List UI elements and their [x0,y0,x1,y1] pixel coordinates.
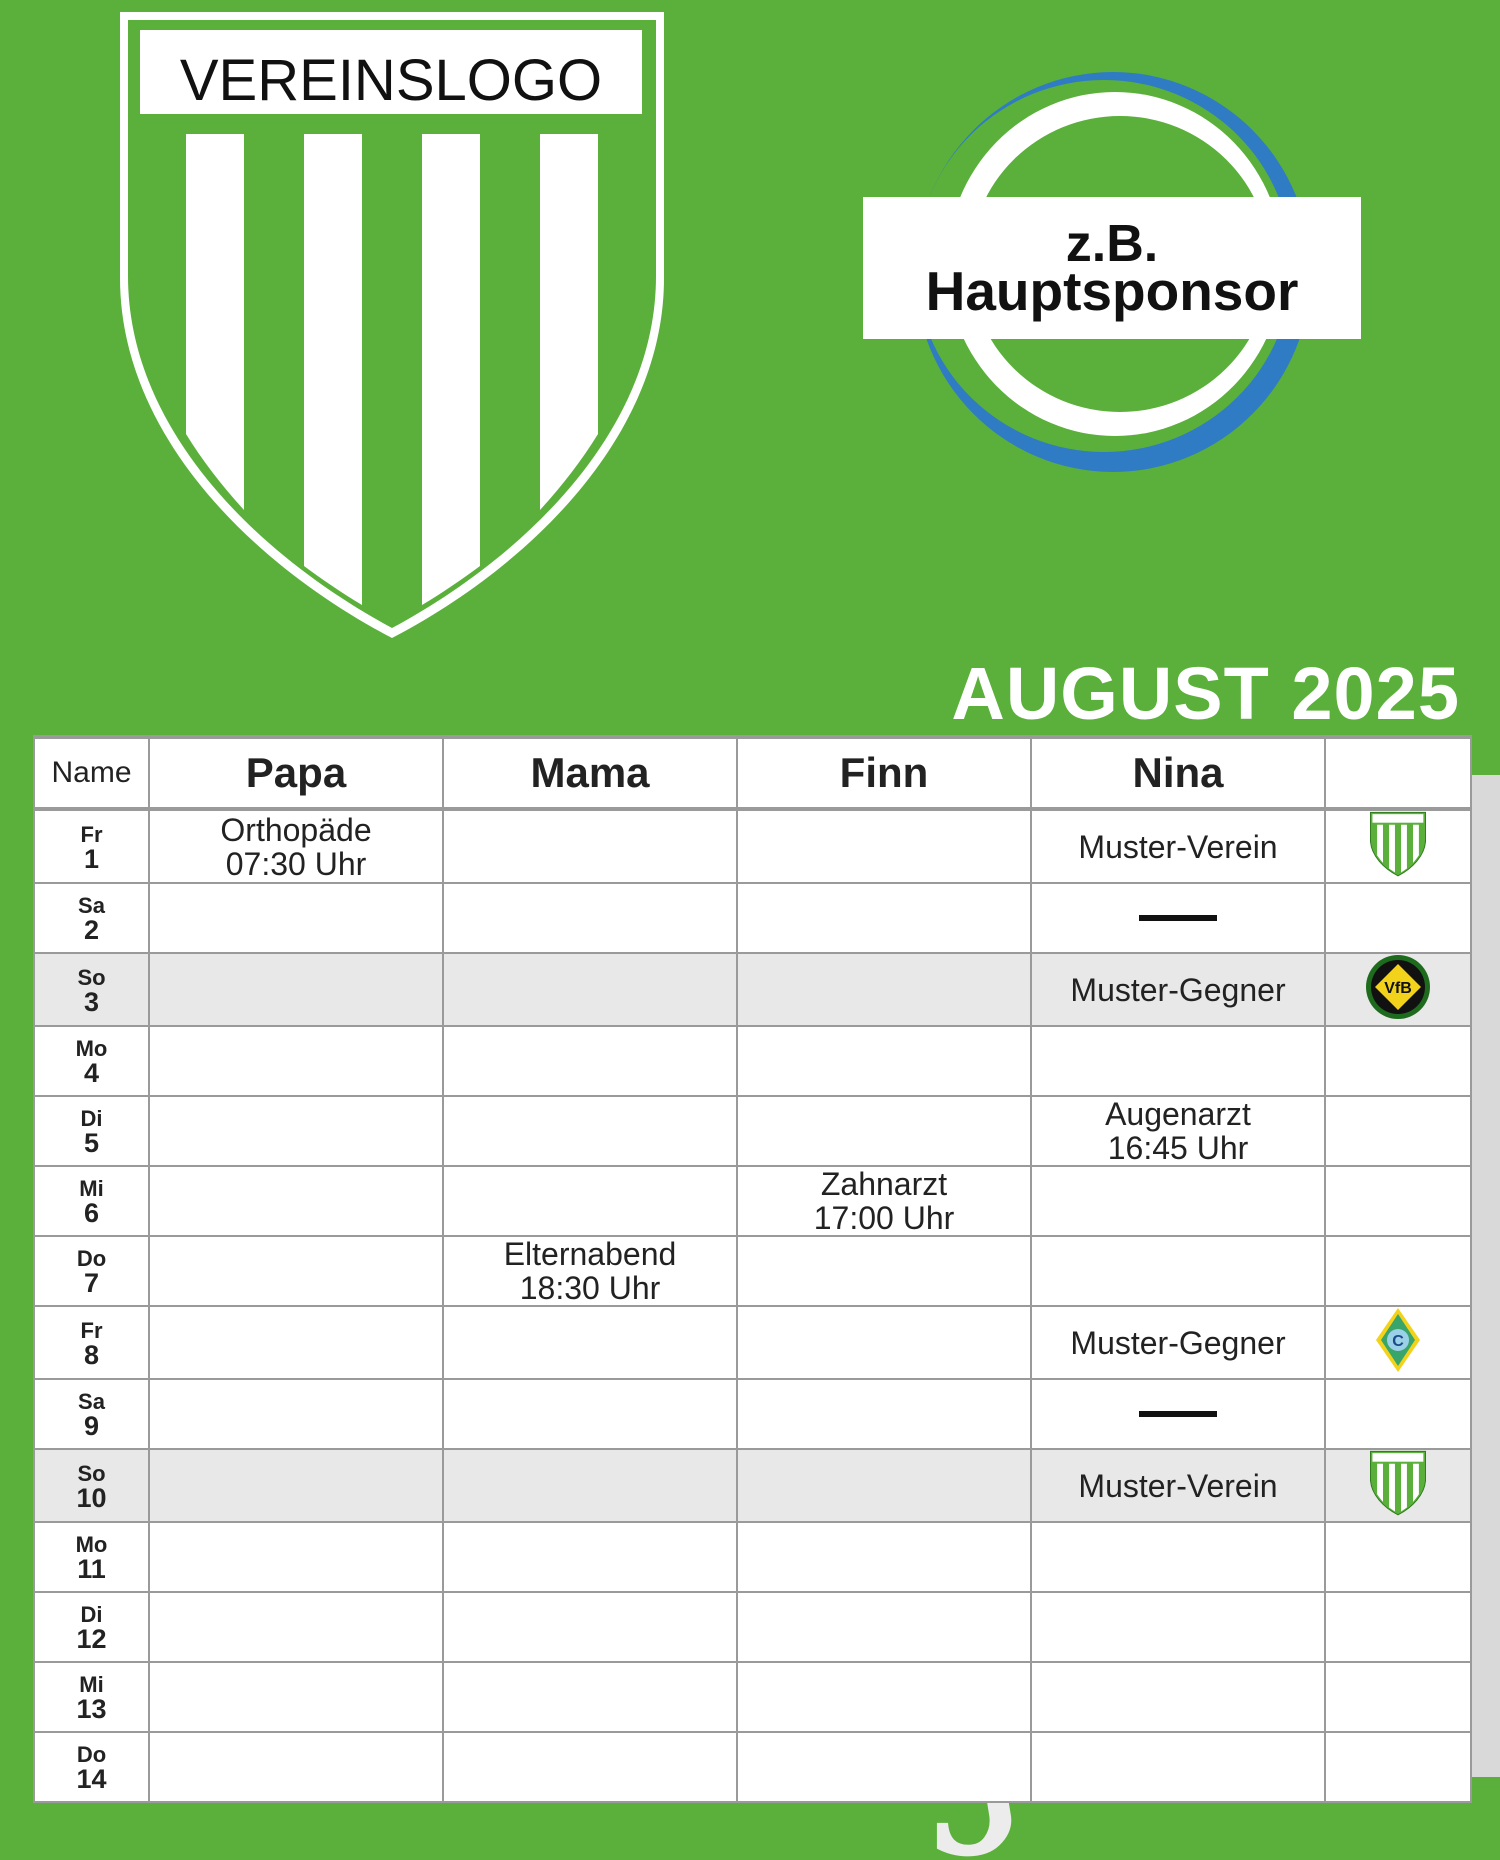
weekday-label: Mo [75,1532,108,1557]
no-event-dash [1139,915,1217,921]
club-logo-shield [116,8,668,640]
entry-cell-mama[interactable] [443,1096,737,1166]
entry-cell-mama[interactable] [443,1236,737,1306]
entry-cell-finn[interactable] [737,883,1031,953]
entry-cell-papa[interactable] [149,1096,443,1166]
opponent-logo-cell [1325,809,1471,883]
column-header-nina: Nina [1031,737,1325,809]
date-number: 6 [83,1198,100,1228]
date-number: 9 [83,1411,100,1441]
entry-cell-mama[interactable] [443,1662,737,1732]
day-cell [34,1236,149,1306]
table-row [34,809,1471,883]
entry-cell-nina[interactable] [1031,1449,1325,1522]
entry-cell-finn[interactable] [737,1449,1031,1522]
entry-line: Zahnarzt [820,1166,948,1202]
entry-cell-papa[interactable] [149,1522,443,1592]
entry-cell-nina[interactable] [1031,1026,1325,1096]
day-cell [34,1662,149,1732]
entry-cell-papa[interactable] [149,1306,443,1379]
table-row [34,1166,1471,1236]
entry-cell-papa[interactable] [149,1592,443,1662]
date-number: 14 [76,1764,107,1794]
entry-cell-papa[interactable] [149,1166,443,1236]
entry-cell-finn[interactable] [737,1522,1031,1592]
opponent-logo-cell [1325,1236,1471,1306]
weekday-label: Di [80,1602,103,1627]
date-number: 1 [83,843,100,874]
entry-cell-papa[interactable] [149,1236,443,1306]
entry-cell-nina[interactable] [1031,1379,1325,1449]
date-number: 2 [83,915,100,945]
column-header-finn: Finn [737,737,1031,809]
entry-cell-nina[interactable] [1031,1166,1325,1236]
entry-cell-nina[interactable] [1031,809,1325,883]
weekday-label: So [77,964,106,990]
entry-cell-mama[interactable] [443,1522,737,1592]
day-cell [34,953,149,1026]
entry-cell-finn[interactable] [737,1592,1031,1662]
entry-cell-papa[interactable] [149,1449,443,1522]
day-cell [34,1096,149,1166]
calendar-entry [1032,1097,1324,1165]
table-row [34,883,1471,953]
entry-cell-papa[interactable] [149,883,443,953]
opponent-logo-cell [1325,1096,1471,1166]
entry-cell-finn[interactable] [737,1026,1031,1096]
club-shield-icon [1370,1450,1426,1521]
entry-cell-finn[interactable] [737,1096,1031,1166]
entry-cell-finn[interactable] [737,1732,1031,1802]
opponent-logo-cell [1325,1026,1471,1096]
table-header-row [34,737,1471,809]
entry-cell-mama[interactable] [443,883,737,953]
opponent-logo-cell [1325,1379,1471,1449]
day-cell [34,1732,149,1802]
opponent-logo-cell [1325,1732,1471,1802]
column-header-papa: Papa [149,737,443,809]
entry-cell-nina[interactable] [1031,1732,1325,1802]
family-calendar-table [33,735,1472,1803]
day-cell [34,1306,149,1379]
no-event-dash [1139,1411,1217,1417]
entry-cell-papa[interactable] [149,1379,443,1449]
entry-cell-mama[interactable] [443,809,737,883]
diamond-c-badge-icon [1375,1307,1421,1378]
entry-cell-finn[interactable] [737,1306,1031,1379]
entry-line: Orthopäde [220,811,372,848]
date-number: 3 [83,986,100,1017]
calendar-entry [1032,973,1324,1007]
entry-line: Muster-Gegner [1070,971,1286,1008]
table-row [34,1449,1471,1522]
svg-text:VfB: VfB [1384,980,1412,997]
table-row [34,1522,1471,1592]
table-row [34,1732,1471,1802]
table-row [34,1592,1471,1662]
entry-cell-nina[interactable] [1031,1592,1325,1662]
calendar-entry [150,813,442,881]
calendar-entry [1032,830,1324,864]
entry-cell-mama[interactable] [443,1379,737,1449]
calendar-entry [738,1167,1030,1235]
entry-cell-finn[interactable] [737,953,1031,1026]
day-cell [34,809,149,883]
weekday-label: Do [76,1246,107,1271]
date-number: 10 [76,1482,107,1513]
sponsor-line-1: z.B. [1065,215,1159,273]
entry-cell-finn[interactable] [737,1236,1031,1306]
table-row [34,953,1471,1026]
entry-cell-finn[interactable] [737,809,1031,883]
entry-cell-mama[interactable] [443,1166,737,1236]
date-number: 7 [83,1268,100,1298]
date-number: 13 [76,1694,107,1724]
weekday-label: Mi [79,1672,104,1697]
entry-cell-mama[interactable] [443,1449,737,1522]
entry-line: Elternabend [503,1236,677,1272]
opponent-logo-cell [1325,1522,1471,1592]
opponent-logo-cell [1325,883,1471,953]
calendar-entry [444,1237,736,1305]
sponsor-logo [860,68,1362,476]
month-title: AUGUST 2025 [951,652,1460,735]
entry-line: Muster-Gegner [1070,1324,1286,1361]
sponsor-line-2: Hauptsponsor [925,260,1299,322]
day-cell [34,1449,149,1522]
day-cell [34,1592,149,1662]
entry-cell-papa[interactable] [149,1026,443,1096]
entry-line: 18:30 Uhr [519,1270,661,1306]
sponsor-label-box [863,197,1361,339]
day-cell [34,1166,149,1236]
date-number: 4 [83,1058,100,1088]
day-cell [34,1026,149,1096]
entry-cell-finn[interactable] [737,1379,1031,1449]
entry-cell-papa[interactable] [149,809,443,883]
entry-cell-mama[interactable] [443,1026,737,1096]
weekday-label: Di [80,1106,103,1131]
day-cell [34,883,149,953]
entry-line: 07:30 Uhr [225,845,367,882]
opponent-logo-cell [1325,1166,1471,1236]
table-row [34,1662,1471,1732]
date-number: 11 [77,1554,106,1584]
column-header-mama: Mama [443,737,737,809]
column-header-logo [1325,737,1471,809]
table-row [34,1306,1471,1379]
day-cell [34,1522,149,1592]
entry-cell-finn[interactable] [737,1166,1031,1236]
entry-cell-nina[interactable] [1031,1522,1325,1592]
entry-cell-nina[interactable] [1031,1306,1325,1379]
weekday-label: Mo [75,1036,108,1061]
date-number: 8 [83,1339,100,1370]
calendar-entry [1032,1326,1324,1360]
entry-cell-mama[interactable] [443,1306,737,1379]
table-row [34,1379,1471,1449]
entry-cell-nina[interactable] [1031,1096,1325,1166]
day-cell [34,1379,149,1449]
weekday-label: Sa [78,893,105,918]
club-logo-text: VEREINSLOGO [179,48,603,113]
entry-cell-nina[interactable] [1031,1662,1325,1732]
svg-text:C: C [1392,1333,1404,1350]
table-row [34,1026,1471,1096]
entry-cell-mama[interactable] [443,953,737,1026]
entry-cell-nina[interactable] [1031,883,1325,953]
table-row [34,1236,1471,1306]
weekday-label: Fr [80,821,103,847]
name-column-header: Name [34,737,149,809]
weekday-label: Sa [78,1389,105,1414]
entry-line: 17:00 Uhr [813,1200,955,1236]
date-number: 5 [83,1128,100,1158]
vfb-badge-icon [1365,954,1431,1025]
entry-line: Muster-Verein [1078,1467,1278,1504]
weekday-label: Mi [79,1176,104,1201]
weekday-label: So [77,1460,106,1486]
entry-cell-mama[interactable] [443,1592,737,1662]
page-edge-strip [1472,775,1500,1777]
opponent-logo-cell [1325,953,1471,1026]
entry-cell-nina[interactable] [1031,953,1325,1026]
calendar-entry [1032,1469,1324,1503]
weekday-label: Do [76,1742,107,1767]
date-number: 12 [76,1624,107,1654]
entry-cell-mama[interactable] [443,1732,737,1802]
entry-cell-papa[interactable] [149,1732,443,1802]
opponent-logo-cell [1325,1662,1471,1732]
entry-cell-nina[interactable] [1031,1236,1325,1306]
entry-cell-papa[interactable] [149,953,443,1026]
entry-cell-finn[interactable] [737,1662,1031,1732]
opponent-logo-cell [1325,1592,1471,1662]
table-row [34,1096,1471,1166]
entry-cell-papa[interactable] [149,1662,443,1732]
opponent-logo-cell [1325,1306,1471,1379]
opponent-logo-cell [1325,1449,1471,1522]
entry-line: Muster-Verein [1078,828,1278,865]
club-shield-icon [1370,811,1426,882]
entry-line: 16:45 Uhr [1107,1130,1249,1166]
weekday-label: Fr [80,1317,103,1343]
entry-line: Augenarzt [1105,1096,1251,1132]
